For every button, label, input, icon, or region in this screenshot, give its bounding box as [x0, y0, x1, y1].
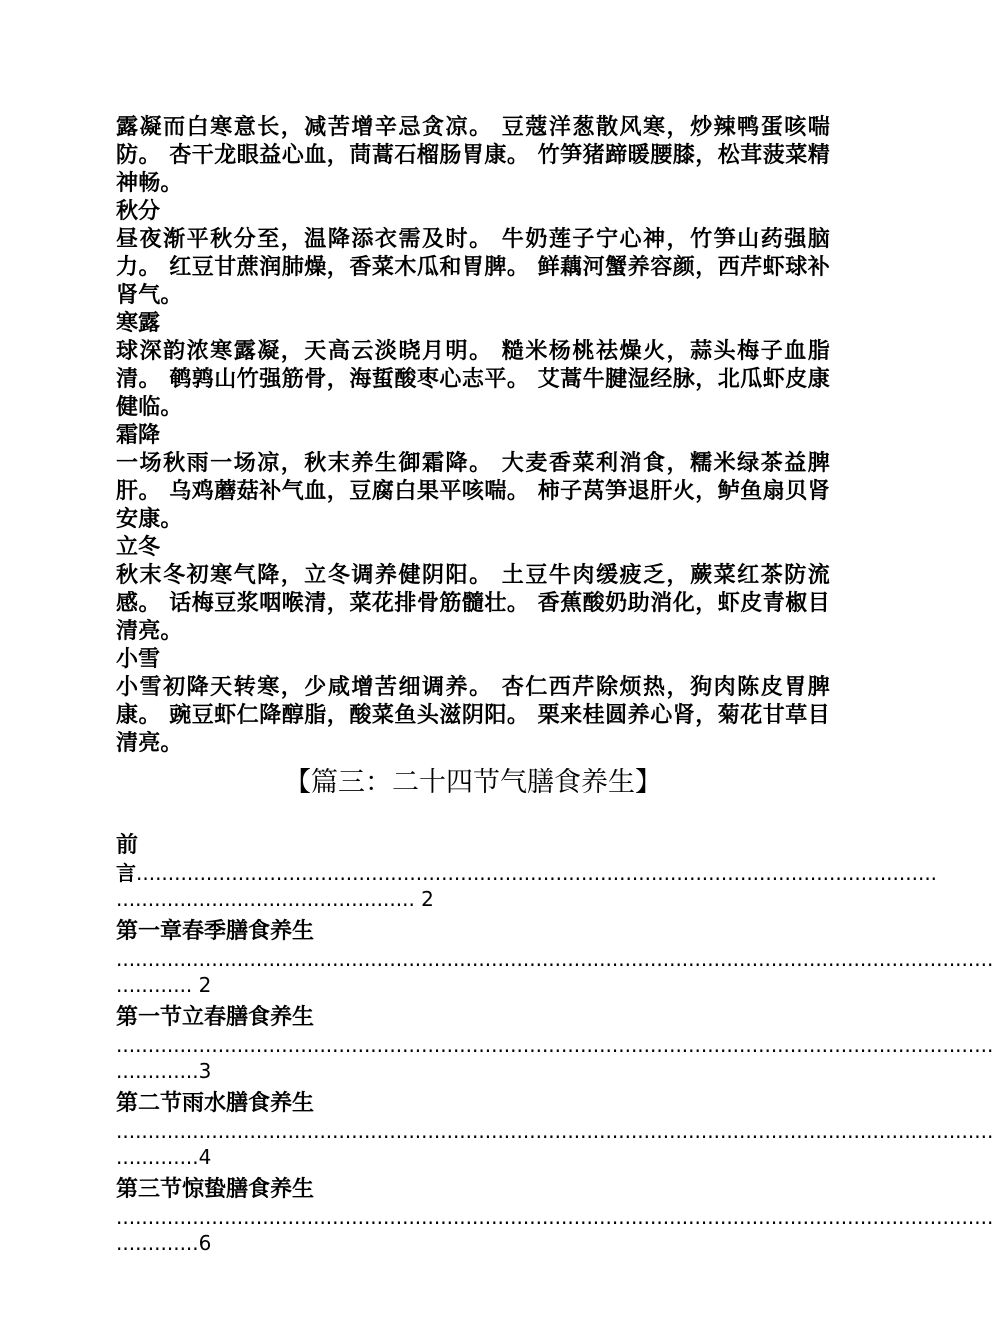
toc-page-number: 2: [421, 887, 434, 911]
term-block-lidong: [116, 534, 830, 646]
toc-leader-dots: ..........................................................................................................................................: [116, 947, 993, 971]
toc-leader-dots: ..........................................................................................................................................: [116, 1119, 993, 1143]
term-heading: 寒露: [116, 311, 161, 336]
term-paragraph: 昼夜渐平秋分至，温降添衣需及时。 牛奶莲子宁心神，竹笋山药强脑力。 红豆甘蔗润肺燥，香菜木瓜和胃脾。 鲜藕河蟹养容颜，西芹虾球补肾气。: [116, 227, 830, 308]
toc-entry[interactable]: [116, 1176, 993, 1256]
toc-preface-line: [116, 860, 938, 886]
toc-entry[interactable]: [116, 918, 993, 998]
toc-entry[interactable]: [116, 1004, 993, 1084]
toc-page-line: [116, 1058, 830, 1084]
toc-entry-preface[interactable]: [116, 832, 938, 912]
term-paragraph: 秋末冬初寒气降，立冬调养健阴阳。 土豆牛肉缓疲乏，蕨菜红茶防流感。 话梅豆浆咽喉清，菜花排骨筋髓壮。 香蕉酸奶助消化，虾皮青椒目清亮。: [116, 563, 830, 644]
toc-preface-head: 前: [116, 833, 139, 858]
toc-entry-title: 第一章春季膳食养生: [116, 919, 315, 944]
term-paragraph: 小雪初降天转寒，少咸增苦细调养。 杏仁西芹除烦热，狗肉陈皮胃脾康。 豌豆虾仁降醇脂，酸菜鱼头滋阴阳。 栗来桂圆养心肾，菊花甘草目清亮。: [116, 675, 830, 756]
toc-leader-dots: ............: [116, 973, 193, 997]
term-heading: 立冬: [116, 535, 161, 560]
toc-leader-dots: ..........................................................................................................................................: [116, 1205, 993, 1229]
toc-page-line: [116, 972, 830, 998]
toc-page-number: 2: [198, 973, 212, 997]
document-page: [116, 114, 993, 1262]
toc-page-line: [116, 886, 830, 912]
toc-page-line: [116, 1230, 830, 1256]
term-block-qiufen: [116, 198, 830, 310]
toc-entry-title: 第三节惊蛰膳食养生: [116, 1177, 315, 1202]
toc-entry-title: 第一节立春膳食养生: [116, 1005, 315, 1030]
toc-leader-dots: .............: [116, 1059, 199, 1083]
toc-entry[interactable]: [116, 1090, 993, 1170]
toc-leader-dots: .............: [116, 1231, 199, 1255]
intro-paragraph: 露凝而白寒意长，减苦增辛忌贪凉。 豆蔻洋葱散风寒，炒辣鸭蛋咳喘防。 杏干龙眼益心血，茼蒿石榴肠胃康。 竹笋猪蹄暖腰膝，松茸菠菜精神畅。: [116, 115, 830, 196]
term-paragraph: 一场秋雨一场凉，秋末养生御霜降。 大麦香菜利消食，糯米绿茶益脾肝。 乌鸡蘑菇补气血，豆腐白果平咳喘。 柿子莴笋退肝火，鲈鱼扇贝肾安康。: [116, 451, 830, 532]
toc-page-number: 6: [198, 1231, 212, 1255]
toc-preface-tail: 言: [116, 861, 136, 885]
toc-entry-title: 第二节雨水膳食养生: [116, 1091, 315, 1116]
toc-leader-dots: ...............................................: [116, 887, 415, 911]
toc-page-number: 3: [198, 1059, 212, 1083]
section-title: 【篇三：二十四节气膳食养生】: [284, 767, 662, 798]
toc-page-number: 4: [198, 1145, 212, 1169]
toc-leader-dots: .............: [116, 1145, 199, 1169]
term-block-shuangjiang: [116, 422, 830, 534]
toc-leader-dots: ..............................................................................................................................: [136, 861, 938, 885]
term-paragraph: 球深韵浓寒露凝，天高云淡晓月明。 糙米杨桃祛燥火，蒜头梅子血脂清。 鹌鹑山竹强筋骨，海蜇酸枣心志平。 艾蒿牛腱湿经脉，北瓜虾皮康健临。: [116, 339, 830, 420]
toc-leader-dots: ..........................................................................................................................................: [116, 1033, 993, 1057]
term-heading: 秋分: [116, 199, 161, 224]
term-block-hanlu: [116, 310, 830, 422]
term-heading: 霜降: [116, 423, 161, 448]
term-block-xiaoxue: [116, 646, 830, 758]
toc-page-line: [116, 1144, 830, 1170]
term-heading: 小雪: [116, 647, 161, 672]
table-of-contents: [116, 832, 993, 1256]
